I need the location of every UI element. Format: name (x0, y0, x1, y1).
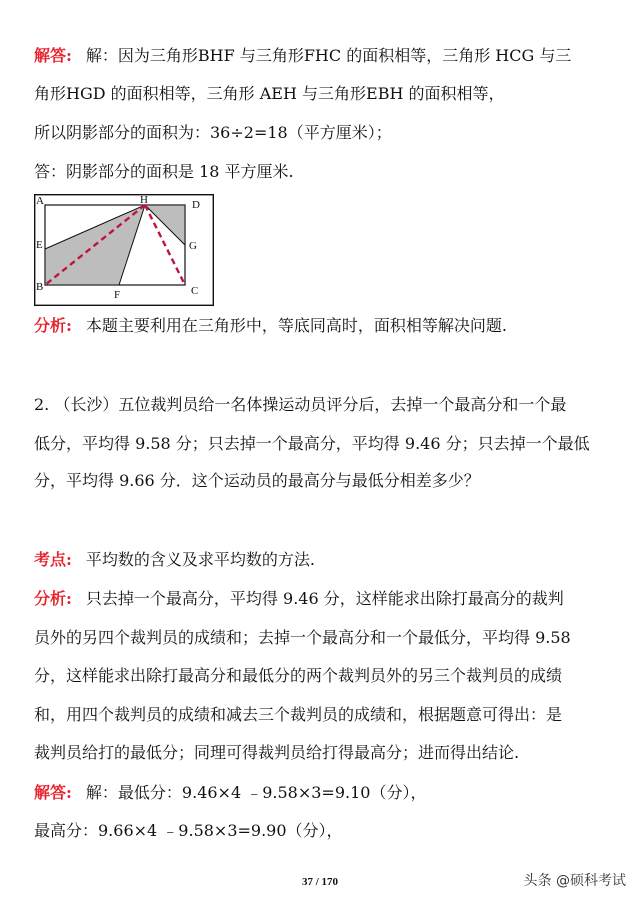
answer1-line4: 答：阴影部分的面积是 18 平方厘米. (34, 162, 294, 181)
answer2-line1 (34, 782, 426, 804)
answer1-line1 (34, 45, 571, 67)
answer2-text-1: 解：最低分：9.46×4 ﹣9.58×3=9.10（分）， (85, 783, 427, 802)
page-number: 37 / 170 (301, 876, 339, 888)
label-h: H (140, 194, 148, 206)
analysis1 (34, 315, 507, 337)
answer-tag: 解答: (34, 46, 72, 65)
analysis2-line3: 分，这样能求出除打最高分和最低分的两个裁判员外的另三个裁判员的成绩 (34, 666, 563, 685)
analysis2-text-1: 只去掉一个最高分，平均得 9.46 分，这样能求出除打最高分的裁判 (85, 589, 564, 608)
analysis2-line2: 员外的另四个裁判员的成绩和；去掉一个最高分和一个最低分，平均得 9.58 (34, 628, 571, 647)
analysis-tag: 分析: (34, 316, 72, 335)
label-c: C (191, 285, 199, 297)
analysis2-line4: 和，用四个裁判员的成绩和减去三个裁判员的成绩和，根据题意可得出：是 (34, 705, 563, 724)
shaded-region-right (145, 205, 185, 245)
answer1-line3: 所以阴影部分的面积为：36÷2=18（平方厘米）； (34, 123, 392, 142)
answer1-text-1: 解：因为三角形BHF 与三角形FHC 的面积相等，三角形 HCG 与三 (85, 46, 572, 65)
question2-line3: 分，平均得 9.66 分．这个运动员的最高分与最低分相差多少？ (34, 471, 480, 490)
keypoint-text: 平均数的含义及求平均数的方法. (85, 550, 316, 569)
label-g: G (189, 240, 197, 252)
analysis2-tag: 分析: (34, 589, 72, 608)
label-f: F (114, 289, 121, 301)
question2-line1: 2. （长沙）五位裁判员给一名体操运动员评分后，去掉一个最高分和一个最 (34, 395, 567, 414)
label-b: B (36, 281, 44, 293)
question2-line2: 低分，平均得 9.58 分；只去掉一个最高分，平均得 9.46 分；只去掉一个最低 (34, 434, 590, 453)
geometry-figure (34, 194, 214, 306)
keypoint (34, 549, 315, 571)
watermark: 头条 @硕科考试 (523, 873, 626, 889)
answer2-tag: 解答: (34, 783, 72, 802)
analysis2-line1 (34, 588, 564, 610)
analysis2-line5: 裁判员给打的最低分；同理可得裁判员给打得最高分；进而得出结论. (34, 743, 520, 762)
keypoint-tag: 考点: (34, 550, 72, 569)
label-e: E (36, 239, 43, 251)
label-d: D (192, 199, 200, 211)
answer2-line2: 最高分：9.66×4 ﹣9.58×3=9.90（分）， (34, 821, 343, 840)
answer1-line2: 角形HGD 的面积相等，三角形 AEH 与三角形EBH 的面积相等， (34, 84, 505, 103)
analysis1-text: 本题主要利用在三角形中，等底同高时，面积相等解决问题. (85, 316, 508, 335)
label-a: A (36, 195, 44, 207)
